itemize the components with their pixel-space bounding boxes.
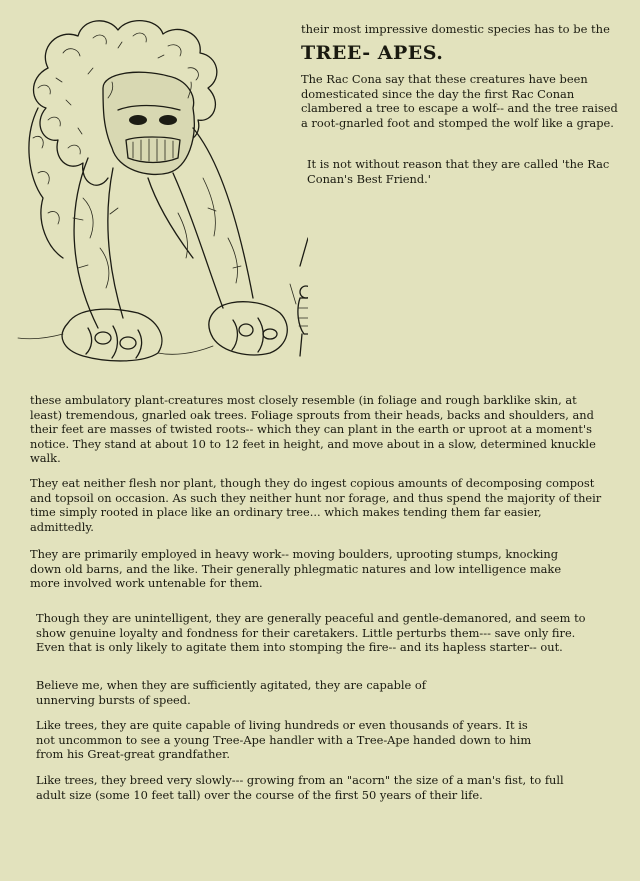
paragraph-best-friend: It is not without reason that they are called 'the Rac Conan's Best Friend.' (307, 157, 610, 186)
paragraph-appearance: these ambulatory plant-creatures most closely resemble (in foliage and rough barklike skin, at least) tremendous, gnarled oak trees. Foliage sprouts from their heads, backs and shoulders, and their feet are masses of twisted roots-- which they can plant in the earth or uproot at a moment's notice. They stand at about 10 to 12 feet in height, and move about in a slow, determined knuckle walk. (30, 393, 596, 465)
tree-ape-root-feet (18, 302, 287, 361)
paragraph-origin: The Rac Cona say that these creatures have been domesticated since the day the first Rac Conan clambered a tree to escape a wolf-- and the tree raised a root-gnarled foot and stomped the wolf like a grape. (301, 72, 618, 130)
paragraph-diet: They eat neither flesh nor plant, though they do ingest copious amounts of decomposing compost and topsoil on occasion. As such they neither hunt nor forage, and thus spend the majority of their time simply rooted in place like an ordinary tree... which makes tending them far easier, admittedly. (30, 476, 602, 534)
paragraph-temperament: Though they are unintelligent, they are generally peaceful and gentle-demanored, and seem to show genuine loyalty and fondness for their caretakers. Little perturbs them--- save only fire. Even that is only likely to agitate them into stomping the fire-- and its hapless starter-- out. (36, 611, 586, 654)
intro-line: their most impressive domestic species has to be the (301, 22, 610, 36)
tree-ape-head (103, 72, 194, 174)
paragraph-breeding: Like trees, they breed very slowly--- growing from an "acorn" the size of a man's fist, to full adult size (some 10 feet tall) over the course of the first 50 years of their life. (36, 773, 564, 802)
paragraph-speed: Believe me, when they are sufficiently agitated, they are capable of unnerving bursts of speed. (36, 678, 426, 707)
paragraph-work: They are primarily employed in heavy work-- moving boulders, uprooting stumps, knocking down old barns, and the like. Their generally phlegmatic natures and low intelligence make more involved work untenable for them. (30, 547, 562, 590)
page-title: TREE- APES. (301, 42, 444, 64)
paragraph-lifespan: Like trees, they are quite capable of living hundreds or even thousands of years. It is not uncommon to see a young Tree-Ape handler with a Tree-Ape handed down to him from his Great-great grandfather. (36, 718, 532, 761)
tree-ape-illustration (8, 8, 308, 368)
